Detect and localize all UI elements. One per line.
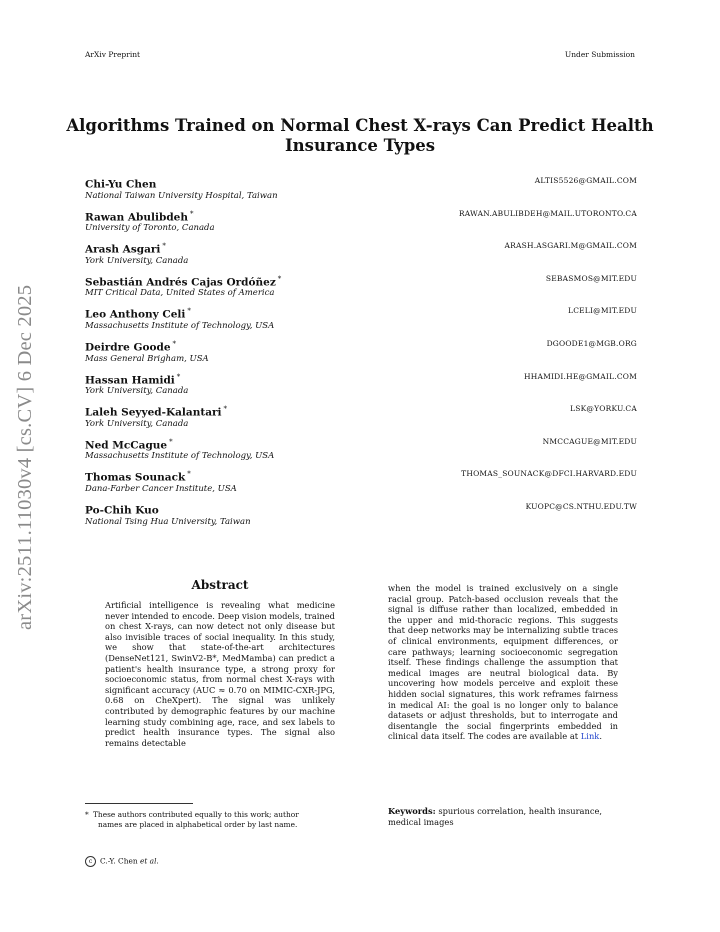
author-name-text: Hassan Hamidi — [85, 374, 175, 387]
footnote-line-1: These authors contributed equally to this work; author — [93, 810, 299, 819]
running-header-right: Under Submission — [564, 50, 635, 59]
author-affiliation: Massachusetts Institute of Technology, USA — [85, 451, 275, 462]
author-entry — [85, 208, 637, 235]
copyright-etal: et al. — [139, 856, 159, 866]
author-name — [85, 403, 637, 419]
author-name — [85, 305, 637, 321]
equal-contribution-mark: * — [190, 209, 194, 218]
author-name-text: Thomas Sounack — [85, 471, 186, 484]
equal-contribution-mark: * — [172, 340, 177, 348]
author-email[interactable]: ALTIS5526@GMAIL.COM — [534, 176, 637, 185]
author-name-text: Deirdre Goode — [85, 341, 171, 354]
author-affiliation: National Taiwan University Hospital, Taiwan — [85, 190, 278, 201]
equal-contribution-mark: * — [169, 437, 173, 446]
author-email[interactable]: KUOPC@CS.NTHU.EDU.TW — [525, 502, 637, 511]
author-email[interactable]: LSK@YORKU.CA — [570, 404, 637, 414]
keywords — [388, 806, 618, 827]
author-name-text: Sebastián Andrés Cajas Ordóñez — [85, 276, 276, 289]
author-affiliation: York University, Canada — [85, 386, 189, 397]
equal-contribution-mark: * — [176, 372, 181, 381]
author-affiliation: University of Toronto, Canada — [85, 223, 215, 234]
author-name-text: Laleh Seyyed-Kalantari — [85, 406, 222, 419]
author-name-text: Po-Chih Kuo — [85, 504, 159, 517]
author-affiliation: York University, Canada — [85, 418, 189, 429]
equal-contribution-mark: * — [187, 307, 191, 316]
title-line-1: Algorithms Trained on Normal Chest X-rays Can Predict Health — [66, 116, 654, 135]
author-name-text: Arash Asgari — [85, 243, 161, 256]
author-entry — [85, 403, 637, 430]
abstract-heading: Abstract — [191, 578, 249, 592]
author-entry — [85, 240, 637, 267]
author-entry — [85, 305, 637, 332]
author-name-text: Ned McCague — [85, 439, 168, 452]
author-entry — [85, 468, 637, 495]
footnote-mark: * — [85, 810, 89, 819]
equal-contribution-mark: * — [223, 405, 228, 414]
running-header-left: ArXiv Preprint — [85, 50, 141, 59]
title-line-2: Insurance Types — [284, 136, 436, 155]
copyright-text: C.-Y. Chen — [100, 856, 138, 866]
author-name-text: Chi-Yu Chen — [85, 178, 157, 191]
author-email[interactable]: ARASH.ASGARI.M@GMAIL.COM — [504, 241, 637, 251]
author-entry — [85, 501, 637, 528]
abstract-end-period: . — [599, 731, 602, 742]
copyright-line — [85, 856, 159, 867]
equal-contribution-mark: * — [277, 274, 282, 283]
author-affiliation: Massachusetts Institute of Technology, USA — [85, 320, 275, 331]
paper-title — [60, 116, 660, 156]
author-email[interactable]: SEBASMOS@MIT.EDU — [545, 273, 637, 283]
author-email[interactable]: NMCCAGUE@MIT.EDU — [542, 436, 637, 446]
author-email[interactable]: HHAMIDI.HE@GMAIL.COM — [524, 371, 637, 381]
keywords-text: spurious correlation, health insurance, medical images — [388, 806, 603, 827]
author-affiliation: MIT Critical Data, United States of America — [85, 288, 275, 299]
author-name-text: Leo Anthony Celi — [85, 308, 186, 321]
abstract-column-1: Artificial intelligence is revealing what medicine never intended to encode. Deep vision models, trained on chest X-rays, can now detect not only disease but also invisible traces of social inequality. In this study, we show that state-of-the-art architectures (DenseNet121, SwinV2-B*, MedMamba) can predict a patient's health insurance type, a strong proxy for socioeconomic status, from normal chest X-rays with significant accuracy (AUC ≈ 0.70 on MIMIC-CXR-JPG, 0.68 on CheXpert). The signal was unlikely contributed by demographic features by our machine learning study combining age, race, and sex labels to predict health insurance types. The signal also remains detectable — [105, 600, 335, 748]
copyright-symbol: c — [85, 856, 96, 867]
footnote-rule — [85, 803, 193, 804]
equal-contribution-mark: * — [162, 242, 166, 251]
footnote-line-2: names are placed in alphabetical order by last name. — [98, 819, 298, 829]
author-affiliation: York University, Canada — [85, 255, 189, 266]
author-email[interactable]: DGOODE1@MGB.ORG — [546, 339, 637, 348]
footnote — [85, 810, 345, 829]
author-entry — [85, 338, 637, 365]
author-affiliation: National Tsing Hua University, Taiwan — [85, 516, 251, 527]
author-affiliation: Dana-Farber Cancer Institute, USA — [85, 483, 237, 494]
abstract-column-2 — [388, 583, 618, 742]
equal-contribution-mark: * — [187, 470, 191, 479]
author-entry — [85, 273, 637, 300]
author-email[interactable]: RAWAN.ABULIBDEH@MAIL.UTORONTO.CA — [458, 208, 637, 218]
keywords-label: Keywords: — [388, 806, 436, 816]
author-email[interactable]: THOMAS_SOUNACK@DFCI.HARVARD.EDU — [461, 469, 637, 479]
author-entry — [85, 371, 637, 398]
author-affiliation: Mass General Brigham, USA — [85, 353, 209, 364]
author-email[interactable]: LCELI@MIT.EDU — [568, 306, 637, 316]
abstract-col2-text: when the model is trained exclusively on a single racial group. Patch-based occlusion reveals that the signal is diffuse rather than localized, embedded in the upper and mid-thoracic regions. This suggests that deep networks may be internalizing subtle traces of clinical environments, equipment differences, or care pathways; learning socioeconomic segregation itself. These findings challenge the assumption that medical images are neutral biological data. By uncovering how models perceive and exploit these hidden social signatures, this work reframes fairness in medical AI: the goal is no longer only to balance datasets or adjust thresholds, but to interrogate and disentangle the social fingerprints embedded in clinical data itself. The codes are available at — [388, 583, 618, 742]
author-entry — [85, 436, 637, 463]
author-name-text: Rawan Abulibdeh — [85, 211, 189, 224]
author-entry — [85, 175, 637, 202]
arxiv-side-stamp: arXiv:2511.11030v4 [cs.CV] 6 Dec 2025 — [14, 284, 36, 630]
code-link[interactable]: Link — [580, 731, 600, 742]
